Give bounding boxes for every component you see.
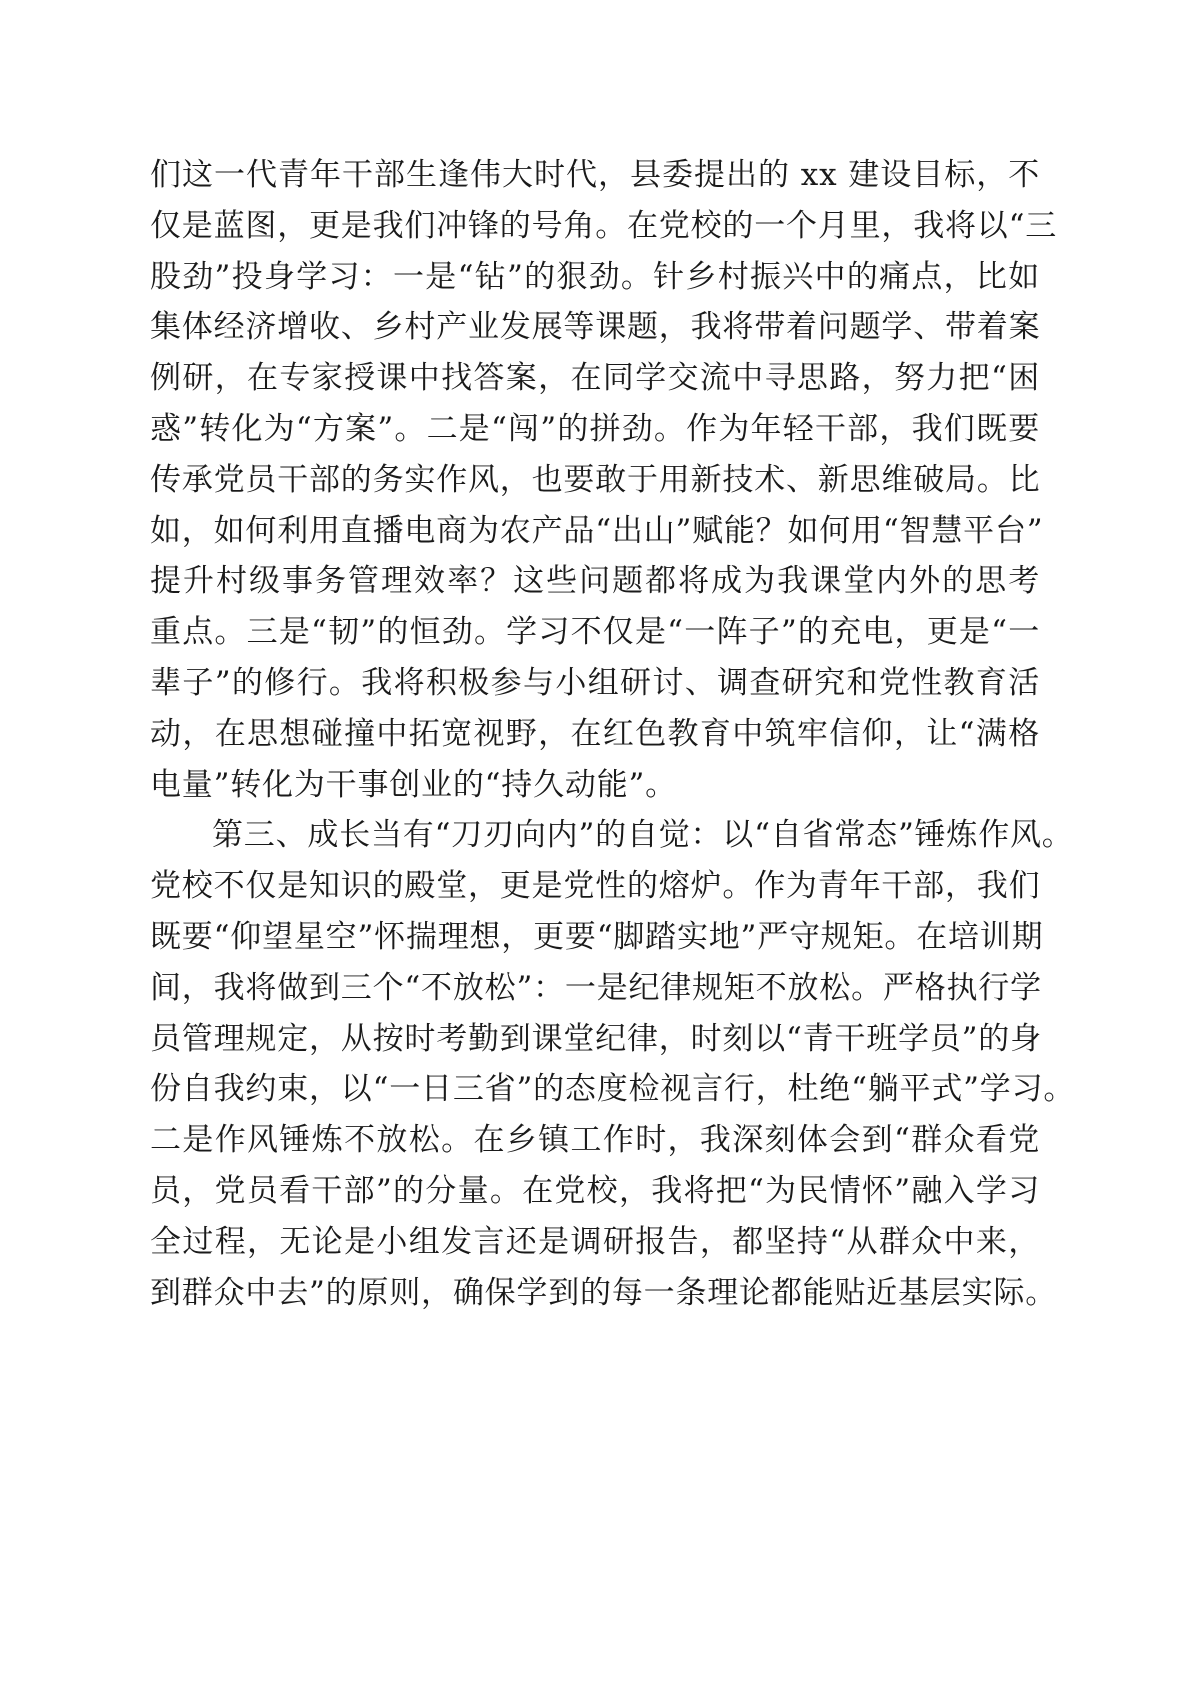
document-body <box>150 150 1076 1318</box>
text-line: 仅是蓝图，更是我们冲锋的号角。在党校的一个月里，我将以“三 <box>150 207 1058 244</box>
text-line: 们这一代青年干部生逢伟大时代，县委提出的 xx 建设目标，不 <box>150 157 1040 193</box>
text-line: 股劲”投身学习：一是“钻”的狠劲。针乡村振兴中的痛点，比如 <box>150 258 1040 295</box>
text-line: 全过程，无论是小组发言还是调研报告，都坚持“从群众中来， <box>150 1223 1040 1260</box>
text-line: 二是作风锤炼不放松。在乡镇工作时，我深刻体会到“群众看党 <box>150 1122 1040 1159</box>
text-line: 提升村级事务管理效率？这些问题都将成为我课堂内外的思考 <box>150 563 1040 600</box>
text-line: 辈子”的修行。我将积极参与小组研讨、调查研究和党性教育活 <box>150 664 1040 701</box>
text-line: 员管理规定，从按时考勤到课堂纪律，时刻以“青干班学员”的身 <box>150 1020 1042 1057</box>
text-line: 到群众中去”的原则，确保学到的每一条理论都能贴近基层实际。 <box>150 1274 1058 1311</box>
text-line: 例研，在专家授课中找答案，在同学交流中寻思路，努力把“困 <box>150 360 1040 397</box>
text-line: 重点。三是“韧”的恒劲。学习不仅是“一阵子”的充电，更是“一 <box>150 614 1040 651</box>
text-line: 份自我约束，以“一日三省”的态度检视言行，杜绝“躺平式”学习。 <box>150 1071 1076 1108</box>
text-line: 员，党员看干部”的分量。在党校，我将把“为民情怀”融入学习 <box>150 1172 1040 1209</box>
text-line: 惑”转化为“方案”。二是“闯”的拼劲。作为年轻干部，我们既要 <box>150 410 1040 447</box>
text-line: 动，在思想碰撞中拓宽视野，在红色教育中筑牢信仰，让“满格 <box>150 715 1040 752</box>
paragraph-2 <box>150 810 1076 1318</box>
text-line: 集体经济增收、乡村产业发展等课题，我将带着问题学、带着案 <box>150 309 1041 346</box>
text-line: 传承党员干部的务实作风，也要敢于用新技术、新思维破局。比 <box>150 461 1041 498</box>
text-line: 间，我将做到三个“不放松”：一是纪律规矩不放松。严格执行学 <box>150 969 1042 1006</box>
text-line: 如，如何利用直播电商为农产品“出山”赋能？如何用“智慧平台” <box>150 512 1044 549</box>
text-line: 第三、成长当有“刀刃向内”的自觉：以“自省常态”锤炼作风。 <box>212 817 1074 854</box>
text-line: 电量”转化为干事创业的“持久动能”。 <box>150 766 677 803</box>
paragraph-1 <box>150 150 1058 810</box>
text-line: 既要“仰望星空”怀揣理想，更要“脚踏实地”严守规矩。在培训期 <box>150 918 1044 955</box>
text-line: 党校不仅是知识的殿堂，更是党性的熔炉。作为青年干部，我们 <box>150 868 1041 905</box>
